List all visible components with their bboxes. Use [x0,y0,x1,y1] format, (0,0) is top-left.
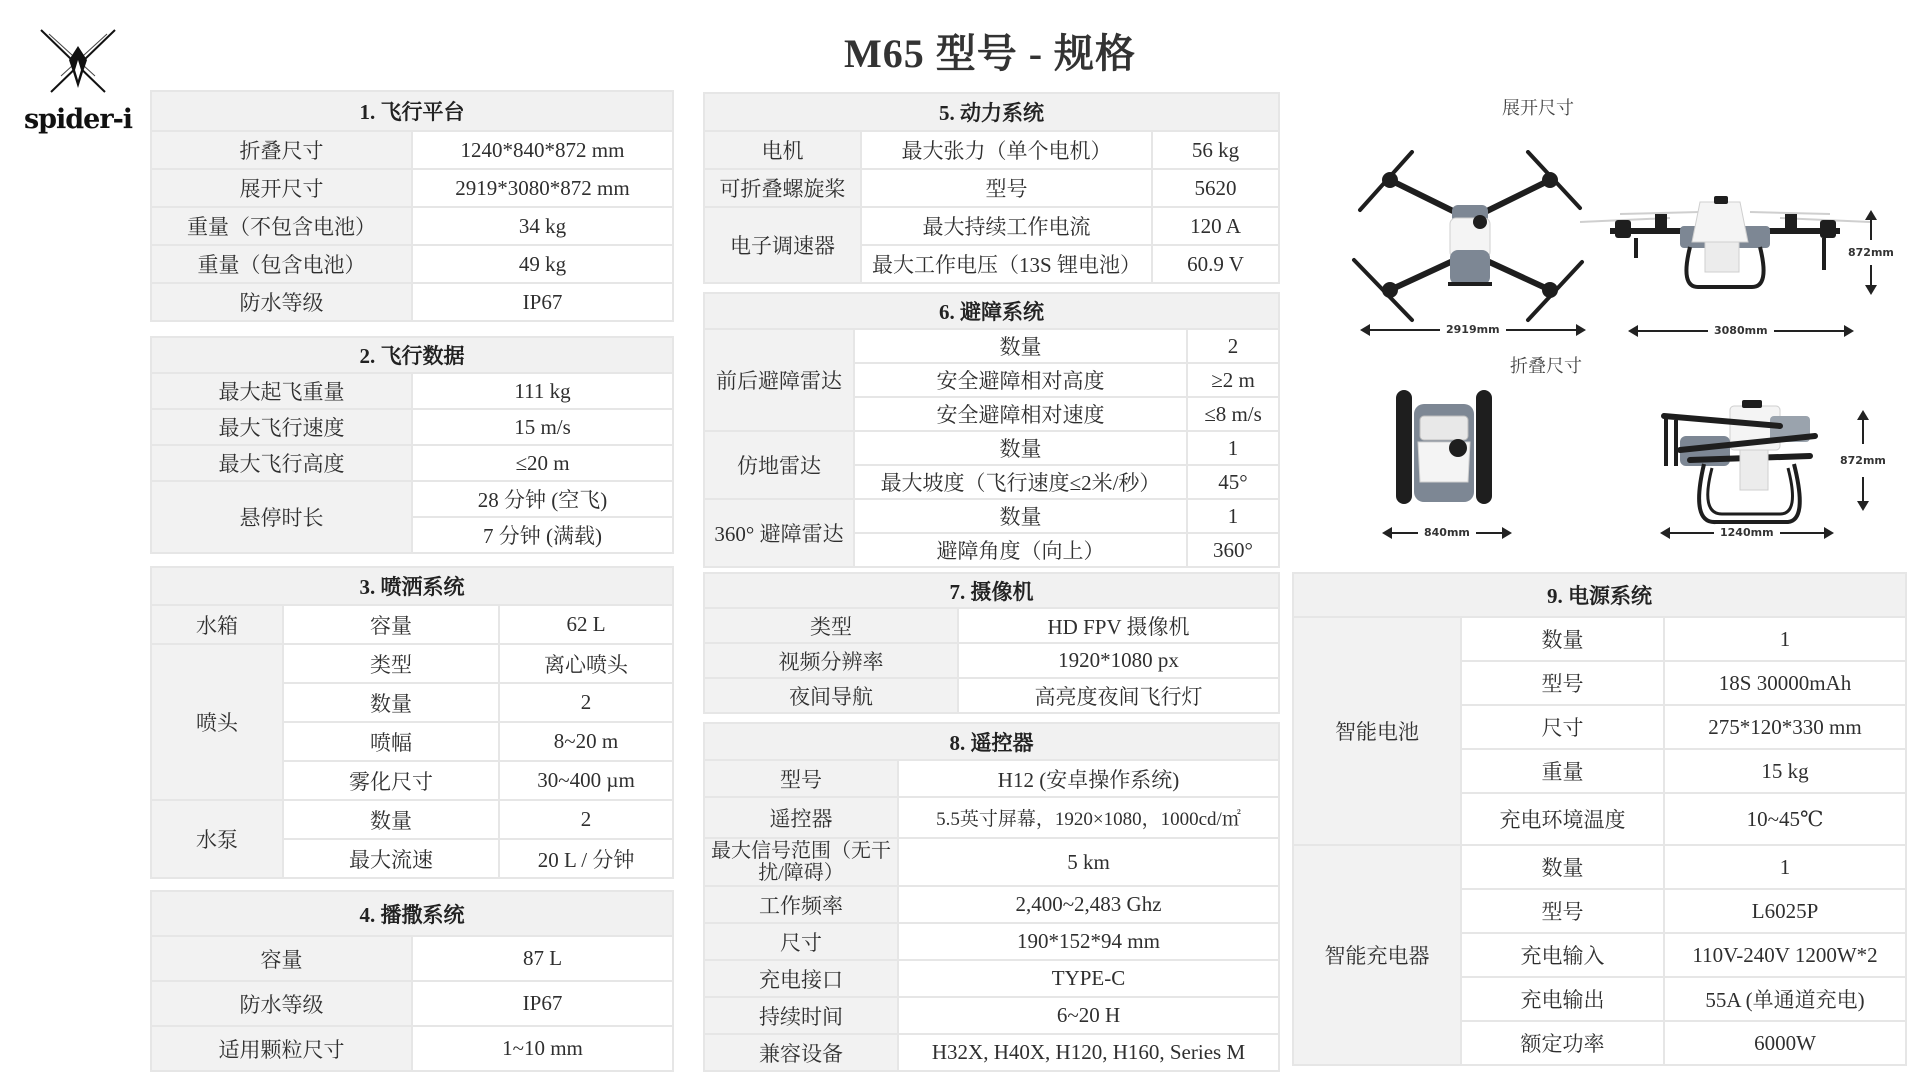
table-spray-system [150,566,674,879]
table-row [151,207,673,245]
row-value: ≤8 m/s [1187,397,1279,431]
row-value: 275*120*330 mm [1664,705,1906,749]
table-battery-system [1292,572,1907,1066]
drone-side-view-unfolded-icon [1580,192,1870,302]
row-value: 15 kg [1664,749,1906,793]
row-label: 数量 [1461,845,1664,889]
table-row [704,1034,1279,1071]
row-value: 55A (单通道充电) [1664,977,1906,1021]
row-value: 6~20 H [898,997,1279,1034]
row-value: 20 L / 分钟 [499,839,673,878]
row-label: 最大张力（单个电机） [861,131,1152,169]
dimension-folded-width [1384,526,1510,539]
row-value: 45° [1187,465,1279,499]
row-value: 2919*3080*872 mm [412,169,673,207]
row-value: 34 kg [412,207,673,245]
row-value: 60.9 V [1152,245,1279,283]
row-label: 最大信号范围（无干扰/障碍） [704,838,898,886]
row-value: 360° [1187,533,1279,567]
brand-logo [18,26,138,156]
arrow-left-icon [1362,329,1440,331]
spider-logo-icon [35,26,121,102]
table-row [151,373,673,409]
table-spreading-system [150,890,674,1072]
row-value: ≥2 m [1187,363,1279,397]
row-label: 喷幅 [283,722,499,761]
row-label: 最大起飞重量 [151,373,412,409]
dimension-unfolded-width [1362,323,1584,336]
row-label: 防水等级 [151,981,412,1026]
row-value: 10~45℃ [1664,793,1906,845]
row-label: 额定功率 [1461,1021,1664,1065]
row-label: 安全避障相对速度 [854,397,1187,431]
row-label: 充电输出 [1461,977,1664,1021]
arrow-down-icon [1862,477,1864,509]
row-label: 雾化尺寸 [283,761,499,800]
dimension-value: 840mm [1424,526,1470,539]
group-label: 水箱 [151,605,283,644]
row-label: 类型 [283,644,499,683]
row-label: 型号 [861,169,1152,207]
row-label: 工作频率 [704,886,898,923]
row-value: 8~20 m [499,722,673,761]
table-row [704,886,1279,923]
row-value: 49 kg [412,245,673,283]
dimension-value: 872mm [1840,454,1886,467]
row-label: 数量 [854,329,1187,363]
row-label: 型号 [1461,661,1664,705]
row-value: 2 [1187,329,1279,363]
row-value: 28 分钟 (空飞) [412,481,673,517]
table-row [704,131,1279,169]
row-value: 110V-240V 1200W*2 [1664,933,1906,977]
row-value: HD FPV 摄像机 [958,608,1279,643]
arrow-up-icon [1870,212,1872,240]
table-row [151,1026,673,1071]
group-label: 可折叠螺旋桨 [704,169,861,207]
row-value: H12 (安卓操作系统) [898,760,1279,797]
row-value: 5 km [898,838,1279,886]
row-value: 1920*1080 px [958,643,1279,678]
dimension-folded-length [1662,526,1832,539]
group-label: 智能电池 [1293,617,1461,845]
table-row [151,644,673,683]
row-label: 类型 [704,608,958,643]
table-row [151,481,673,517]
row-value: 1240*840*872 mm [412,131,673,169]
row-value: 高亮度夜间飞行灯 [958,678,1279,713]
row-value: 2 [499,800,673,839]
row-label: 防水等级 [151,283,412,321]
section-title: 4. 播撒系统 [151,891,673,936]
row-label: 尺寸 [704,923,898,960]
row-value: 1 [1187,499,1279,533]
drone-top-view-folded-icon [1394,386,1494,511]
table-row [151,605,673,644]
folded-dimensions-label: 折叠尺寸 [1510,356,1582,377]
row-label: 重量（包含电池） [151,245,412,283]
table-row [704,643,1279,678]
row-value: 87 L [412,936,673,981]
row-value: 1~10 mm [412,1026,673,1071]
row-value: L6025P [1664,889,1906,933]
section-title: 9. 电源系统 [1293,573,1906,617]
table-row [1293,845,1906,889]
section-title: 2. 飞行数据 [151,337,673,373]
table-obstacle-avoidance [703,292,1280,568]
table-row [704,838,1279,886]
table-remote-controller [703,722,1280,1072]
row-value: IP67 [412,283,673,321]
row-label: 最大飞行速度 [151,409,412,445]
row-label: 数量 [854,431,1187,465]
group-label: 前后避障雷达 [704,329,854,431]
group-label: 仿地雷达 [704,431,854,499]
row-label: 安全避障相对高度 [854,363,1187,397]
table-row [704,923,1279,960]
drone-side-view-folded-icon [1660,396,1850,531]
row-label: 避障角度（向上） [854,533,1187,567]
row-label: 重量 [1461,749,1664,793]
group-label: 电机 [704,131,861,169]
arrow-left-icon [1662,532,1714,534]
table-flight-platform [150,90,674,322]
row-value: H32X, H40X, H120, H160, Series M [898,1034,1279,1071]
row-label: 容量 [283,605,499,644]
dimension-value: 872mm [1848,246,1894,259]
table-row [1293,617,1906,661]
group-label: 电子调速器 [704,207,861,283]
arrow-right-icon [1780,532,1832,534]
row-value: 56 kg [1152,131,1279,169]
row-label: 充电环境温度 [1461,793,1664,845]
table-row [151,245,673,283]
table-row [151,169,673,207]
row-value: 7 分钟 (满载) [412,517,673,553]
row-value: ≤20 m [412,445,673,481]
brand-name: spider-i [23,104,133,135]
row-label: 视频分辨率 [704,643,958,678]
row-label: 充电输入 [1461,933,1664,977]
row-label: 遥控器 [704,797,898,838]
row-label: 最大流速 [283,839,499,878]
arrow-right-icon [1774,330,1852,332]
section-title: 1. 飞行平台 [151,91,673,131]
row-value: 15 m/s [412,409,673,445]
row-value: 离心喷头 [499,644,673,683]
row-label: 最大飞行高度 [151,445,412,481]
row-label: 数量 [1461,617,1664,661]
table-row [704,678,1279,713]
row-label: 最大坡度（飞行速度≤2米/秒） [854,465,1187,499]
row-value: 30~400 µm [499,761,673,800]
row-value: 18S 30000mAh [1664,661,1906,705]
table-flight-data [150,336,674,554]
row-label: 折叠尺寸 [151,131,412,169]
table-row [704,207,1279,245]
row-label: 尺寸 [1461,705,1664,749]
row-value: 1 [1187,431,1279,465]
table-power-system [703,92,1280,284]
table-row [151,936,673,981]
row-value: IP67 [412,981,673,1026]
row-value: TYPE-C [898,960,1279,997]
table-row [151,981,673,1026]
row-label: 数量 [854,499,1187,533]
group-label: 水泵 [151,800,283,878]
section-title: 3. 喷洒系统 [151,567,673,605]
table-row [151,409,673,445]
dimension-value: 3080mm [1714,324,1768,337]
row-value: 5.5英寸屏幕，1920×1080，1000cd/㎡ [898,797,1279,838]
row-label: 重量（不包含电池） [151,207,412,245]
table-camera [703,572,1280,714]
table-row [704,997,1279,1034]
arrow-left-icon [1384,532,1418,534]
dimension-value: 1240mm [1720,526,1774,539]
row-label: 夜间导航 [704,678,958,713]
row-label: 适用颗粒尺寸 [151,1026,412,1071]
arrow-down-icon [1870,265,1872,293]
row-label: 悬停时长 [151,481,412,553]
row-label: 充电接口 [704,960,898,997]
row-label: 持续时间 [704,997,898,1034]
group-label: 喷头 [151,644,283,800]
group-label: 360° 避障雷达 [704,499,854,567]
dimension-folded-height [1840,412,1886,509]
dimension-value: 2919mm [1446,323,1500,336]
row-value: 120 A [1152,207,1279,245]
table-row [151,131,673,169]
row-label: 容量 [151,936,412,981]
section-title: 6. 避障系统 [704,293,1279,329]
row-value: 62 L [499,605,673,644]
table-row [704,760,1279,797]
row-label: 型号 [1461,889,1664,933]
row-label: 数量 [283,800,499,839]
table-row [151,800,673,839]
row-label: 最大工作电压（13S 锂电池） [861,245,1152,283]
table-row [704,797,1279,838]
row-value: 1 [1664,617,1906,661]
group-label: 智能充电器 [1293,845,1461,1065]
row-label: 最大持续工作电流 [861,207,1152,245]
section-title: 5. 动力系统 [704,93,1279,131]
arrow-left-icon [1630,330,1708,332]
arrow-right-icon [1476,532,1510,534]
row-label: 展开尺寸 [151,169,412,207]
row-label: 兼容设备 [704,1034,898,1071]
dimension-unfolded-length [1630,324,1852,337]
arrow-right-icon [1506,329,1584,331]
row-value: 2,400~2,483 Ghz [898,886,1279,923]
drone-top-view-unfolded-icon [1350,150,1590,325]
table-row [704,499,1279,533]
table-row [704,431,1279,465]
table-row [704,608,1279,643]
row-value: 6000W [1664,1021,1906,1065]
table-row [704,329,1279,363]
row-label: 型号 [704,760,898,797]
section-title: 8. 遥控器 [704,723,1279,760]
row-value: 111 kg [412,373,673,409]
row-value: 2 [499,683,673,722]
row-value: 190*152*94 mm [898,923,1279,960]
row-value: 1 [1664,845,1906,889]
table-row [704,960,1279,997]
section-title: 7. 摄像机 [704,573,1279,608]
row-value: 5620 [1152,169,1279,207]
dimension-unfolded-height [1848,212,1894,293]
unfolded-dimensions-label: 展开尺寸 [1502,98,1574,119]
page-title: M65 型号 - 规格 [843,31,1137,76]
arrow-up-icon [1862,412,1864,444]
row-label: 数量 [283,683,499,722]
table-row [151,283,673,321]
table-row [704,169,1279,207]
table-row [151,445,673,481]
